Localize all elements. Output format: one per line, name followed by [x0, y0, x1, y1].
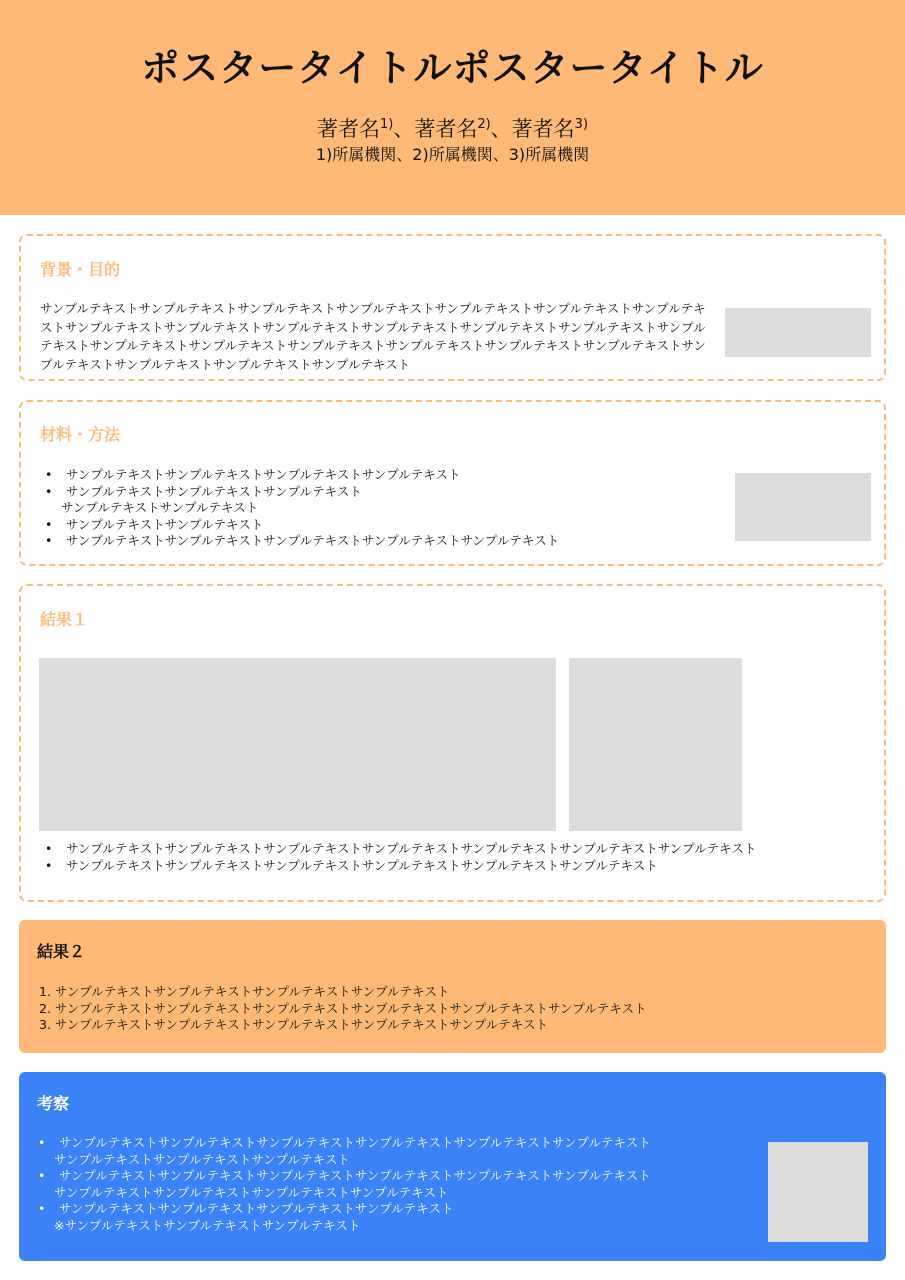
section-title: 材料・方法	[40, 425, 121, 444]
section-results-2	[19, 920, 886, 1053]
image-placeholder-large	[39, 658, 556, 831]
section-title: 結果１	[40, 610, 89, 629]
image-placeholder	[725, 308, 871, 357]
section-results-1	[19, 584, 886, 902]
section-text: サンプルテキストサンプルテキストサンプルテキストサンプルテキストサンプルテキストサンプルテキストサンプルテキストサンプルテキストサンプルテキストサンプルテキストサンプルテキストサンプルテキストサンプルテキストサンプルテキストサンプルテキストサンプルテキストサンプルテキストサンプルテキストサンプルテキストサンプルテキストサンプルテキストサンプルテキストサンプルテキストサンプルテキスト	[40, 301, 706, 372]
image-placeholder	[768, 1142, 868, 1242]
author-name: 著者名	[316, 117, 380, 141]
affiliation-line: 1)所属機関、2)所属機関、3)所属機関	[315, 145, 590, 164]
author-mark: 2)	[477, 117, 491, 132]
list-item-text: サンプルテキストサンプルテキストサンプルテキスト	[66, 483, 362, 499]
author-mark: 3)	[574, 117, 589, 132]
list-item: • サンプルテキストサンプルテキストサンプルテキストサンプルテキストサンプルテキストサンプルテキスト	[40, 858, 880, 875]
list-item	[33, 1201, 753, 1234]
list-item-continuation: ※サンプルテキストサンプルテキストサンプルテキスト	[54, 1217, 361, 1233]
list-item-text: サンプルテキストサンプルテキストサンプルテキストサンプルテキストサンプルテキストサンプルテキスト	[59, 1168, 651, 1183]
discussion-list	[33, 1135, 753, 1234]
author-separator: 、	[490, 117, 512, 141]
poster-header	[0, 0, 905, 215]
list-item: 1. サンプルテキストサンプルテキストサンプルテキストサンプルテキスト	[39, 984, 450, 999]
list-item: 2. サンプルテキストサンプルテキストサンプルテキストサンプルテキストサンプルテキストサンプルテキスト	[39, 1000, 647, 1016]
section-discussion	[19, 1072, 886, 1261]
list-item-continuation: サンプルテキストサンプルテキストサンプルテキストサンプルテキスト	[54, 1184, 449, 1200]
list-item: • サンプルテキストサンプルテキストサンプルテキストサンプルテキストサンプルテキスト	[40, 533, 720, 550]
list-item: • サンプルテキストサンプルテキスト	[40, 517, 720, 534]
list-item-continuation: サンプルテキストサンプルテキスト	[61, 500, 259, 515]
list-item: • サンプルテキストサンプルテキストサンプルテキストサンプルテキスト	[40, 467, 720, 484]
list-item: 3. サンプルテキストサンプルテキストサンプルテキストサンプルテキストサンプルテキスト	[39, 1017, 549, 1032]
author-line	[0, 110, 905, 144]
author-name: 著者名	[414, 117, 478, 141]
results1-list	[40, 841, 880, 874]
image-placeholder	[735, 473, 871, 541]
list-item	[40, 484, 720, 517]
section-methods	[19, 400, 886, 566]
list-item	[33, 1168, 753, 1201]
section-title: 結果２	[37, 942, 86, 961]
list-item-continuation: サンプルテキストサンプルテキストサンプルテキスト	[54, 1151, 350, 1167]
list-item-text: サンプルテキストサンプルテキストサンプルテキストサンプルテキスト	[59, 1201, 454, 1216]
image-placeholder-small	[569, 658, 742, 831]
list-item-text: サンプルテキストサンプルテキストサンプルテキストサンプルテキストサンプルテキストサンプルテキスト	[59, 1135, 651, 1150]
list-item: • サンプルテキストサンプルテキストサンプルテキストサンプルテキストサンプルテキストサンプルテキストサンプルテキスト	[40, 841, 880, 858]
section-title: 考察	[37, 1094, 70, 1113]
results2-list	[39, 984, 647, 1034]
author-separator: 、	[393, 117, 415, 141]
section-title: 背景・目的	[40, 260, 121, 279]
author-mark: 1)	[379, 117, 394, 132]
poster-title: ポスタータイトルポスタータイトル	[141, 46, 764, 90]
section-background	[19, 234, 886, 381]
author-name: 著者名	[511, 117, 575, 141]
list-item	[33, 1135, 753, 1168]
methods-list	[40, 467, 720, 550]
